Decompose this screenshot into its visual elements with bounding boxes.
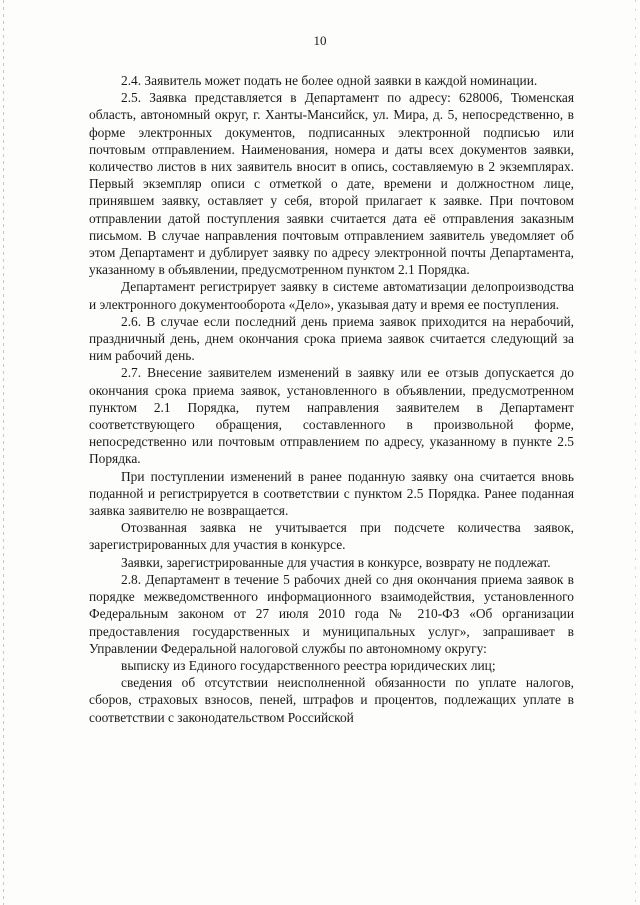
scan-edge-left	[3, 0, 4, 905]
page-number: 10	[313, 33, 327, 48]
paragraph-egrul-extract: выписку из Единого государственного реестра юридических лиц;	[121, 657, 496, 673]
paragraph-2-5: 2.5. Заявка представляется в Департамент по адресу: 628006, Тюменская область, автономный округ, г. Ханты-Мансийск, ул. Мира, д. 5, непосредственно, в форме электронных документов, подписанных электронной подписью или почтовым отправлением. Наименования, номера и даты всех документов заявки, количество листов в них заявитель вносит в опись, составляемую в 2 экземплярах. Первый экземпляр описи с отметкой о дате, времени и должностном лице, принявшем заявку, оставляет у себя, второй прилагает к заявке. При почтовом отправлении датой поступления заявки считается дата её отправления заказным письмом. В случае направления почтовым отправлением заявитель уведомляет об этом Департамент и дублирует заявку по адресу электронной почты Департамента, указанному в объявлении, предусмотренном пунктом 2.1 Порядка.	[89, 90, 574, 278]
scan-edge-right	[635, 0, 636, 905]
paragraph-2-4: 2.4. Заявитель может подать не более одной заявки в каждой номинации.	[121, 73, 538, 88]
paragraph-registration: Департамент регистрирует заявку в системе автоматизации делопроизводства и электронного документооборота «Дело», указывая дату и время ее поступления.	[89, 279, 574, 312]
paragraph-changes: При поступлении изменений в ранее поданную заявку она считается вновь поданной и регистрируется в соответствии с пунктом 2.5 Порядка. Ранее поданная заявка заявителю не возвращается.	[89, 468, 574, 519]
document-body	[89, 72, 574, 726]
paragraph-withdrawn: Отозванная заявка не учитывается при подсчете количества заявок, зарегистрированных для участия в конкурсе.	[89, 520, 574, 553]
paragraph-2-6: 2.6. В случае если последний день приема заявок приходится на нерабочий, праздничный день, днем окончания срока приема заявок считается следующий за ним рабочий день.	[89, 313, 574, 364]
paragraph-2-7: 2.7. Внесение заявителем изменений в заявку или ее отзыв допускается до окончания срока приема заявок, установленного в объявлении, предусмотренном пунктом 2.1 Порядка, путем направления заявителем в Департамент соответствующего обращения, составленного в произвольной форме, непосредственно или почтовым отправлением по адресу, указанному в пункте 2.5 Порядка.	[89, 365, 574, 467]
paragraph-no-return: Заявки, зарегистрированные для участия в конкурсе, возврату не подлежат.	[121, 554, 551, 570]
paragraph-tax-info: сведения об отсутствии неисполненной обязанности по уплате налогов, сборов, страховых взносов, пеней, штрафов и процентов, подлежащих уплате в соответствии с законодательством Российской	[89, 675, 574, 725]
paragraph-2-8: 2.8. Департамент в течение 5 рабочих дней со дня окончания приема заявок в порядке межведомственного информационного взаимодействия, установленного Федеральным законом от 27 июля 2010 года № 210-ФЗ «Об организации предоставления государственных и муниципальных услуг», запрашивает в Управлении Федеральной налоговой службы по автономному округу:	[89, 571, 574, 656]
